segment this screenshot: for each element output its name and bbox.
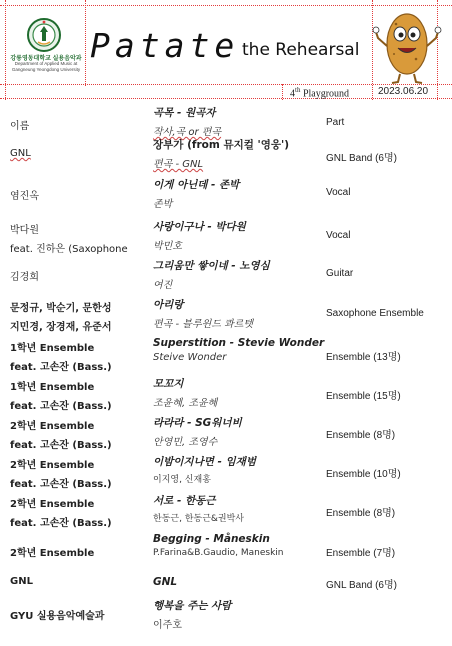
song-title: 사랑이구나 - 박다원 [153,221,246,233]
part-cell: Ensemble (8명) [326,430,396,441]
song-title: GNL [153,576,178,588]
performer-cell [10,544,94,559]
song-credit: 박민호 [153,241,182,252]
performer-feat: feat. 고손잔 (Bass.) [10,401,112,412]
performer-name: 김경희 [10,272,39,283]
performer-cell [10,339,112,373]
performer-name: 2학년 Ensemble [10,548,95,559]
song-credit: 존박 [153,199,173,210]
performer-cell [10,268,39,283]
performer-cell [10,187,39,202]
performer-cell [10,299,112,333]
header-bottom-dotted-line [0,98,452,99]
song-credit: P.Farina&B.Gaudio, Maneskin [153,548,284,558]
logo-department-line: Department of Applied Music at [14,61,78,66]
school-logo [10,18,80,74]
part-cell: Ensemble (8명) [326,508,396,519]
song-cell [153,598,231,631]
performer-cell [10,417,112,451]
performer-feat: feat. 진하은 (Saxophone [10,244,128,255]
song-cell [153,337,324,363]
song-cell [153,533,284,558]
song-credit-text: 작사,곡 or 편곡 [153,127,222,138]
venue-ordinal-suffix: th [295,86,301,94]
song-title: 아리랑 [153,299,184,311]
performer-cell [10,495,112,529]
logo-school-name: 강릉영동대학교 실용음악과 [10,56,82,62]
performer-name: 염진옥 [10,191,39,202]
song-credit: 안영민, 조영수 [153,437,218,448]
potato-mascot-icon [372,4,442,86]
program-date: 2023.06.20 [378,86,429,97]
performer-name: 박다원 [10,225,39,236]
part-cell: Ensemble (7명) [326,548,396,559]
venue-name: Playground [302,88,350,100]
song-cell [153,415,242,448]
performer-name: 1학년 Ensemble [10,343,95,354]
performer-cell [10,576,33,587]
song-title: 라라라 - SG워너비 [153,417,242,429]
song-credit: 편곡 - 블루윈드 콰르텟 [153,319,254,330]
song-title: 모꼬지 [153,378,184,390]
song-title: 이밤이지나면 - 임재범 [153,456,256,468]
school-emblem-icon [27,18,61,52]
performer-cell [10,117,29,132]
song-credit: 이주호 [153,620,182,631]
venue-ordinal: 4 [290,88,295,100]
part-cell: GNL Band (6명) [326,580,397,591]
song-cell [153,258,270,291]
performer-name: 이름 [10,121,30,132]
part-cell: Ensemble (10명) [326,469,401,480]
part-cell: Guitar [326,268,354,279]
header-venue-left-divider [282,84,283,100]
header-left-dotted-line [5,0,6,100]
performer-name: 2학년 Ensemble [10,499,95,510]
header-logo-divider [85,0,86,86]
song-cell [153,297,253,330]
part-cell: GNL Band (6명) [326,153,397,164]
performer-name: GYU 실용음악예술과 [10,611,105,622]
song-cell [153,219,246,252]
performer-cell [10,221,128,255]
performer-name: 문정규, 박순기, 문한성 [10,303,112,314]
song-credit [153,123,221,138]
song-credit: 조윤혜, 조윤혜 [153,398,218,409]
song-cell [153,576,177,588]
performer-name: 1학년 Ensemble [10,382,95,393]
venue-label [290,86,349,99]
performer-cell [10,607,104,622]
part-cell: Saxophone Ensemble [326,308,424,319]
program-subtitle: the Rehearsal [242,40,360,60]
song-title: Superstition - Stevie Wonder [153,337,325,349]
song-cell [153,493,244,524]
song-title: 행복을 주는 사람 [153,600,232,612]
song-credit [153,155,289,170]
song-title: 그리움만 쌓이네 - 노영심 [153,260,270,272]
song-title: 곡목 - 원곡자 [153,107,216,119]
song-credit-text: 편곡 - GNL [153,159,204,170]
performer-feat: feat. 고손잔 (Bass.) [10,518,112,529]
song-cell [153,105,221,138]
part-cell: Vocal [326,187,351,198]
performer-feat: feat. 고손잔 (Bass.) [10,440,112,451]
song-cell [153,177,239,210]
performer-name: GNL [10,576,33,587]
song-cell [153,137,289,170]
song-credit: Steive Wonder [153,352,227,363]
performer-name: 2학년 Ensemble [10,421,95,432]
song-title: 서로 - 한동근 [153,495,216,507]
performer-name: 2학년 Ensemble [10,460,95,471]
part-cell: Ensemble (13명) [326,352,401,363]
program-title: Patate [90,26,240,65]
song-cell [153,454,256,485]
performer-feat: feat. 고손잔 (Bass.) [10,362,112,373]
song-title: 장부가 (from 뮤지컬 '영웅') [153,139,290,151]
part-cell: Vocal [326,230,351,241]
performer-name: GNL [10,148,31,159]
part-cell: Part [326,117,345,128]
song-credit: 이지영, 신재홍 [153,475,211,485]
part-cell: Ensemble (15명) [326,391,401,402]
performer-name-line2: 지민경, 장경재, 유준서 [10,322,112,333]
performer-cell [10,456,112,490]
song-title: Begging - Måneskin [153,533,270,545]
logo-university-line: Gangneung Yeongdong University [11,67,81,72]
song-credit: 한동근, 한동근&권박사 [153,514,244,524]
song-cell [153,376,217,409]
performer-feat: feat. 고손잔 (Bass.) [10,479,112,490]
performer-cell [10,148,31,159]
performer-cell [10,378,112,412]
program-header [0,0,452,100]
song-title: 이게 아닌데 - 존박 [153,179,240,191]
song-credit: 여진 [153,280,173,291]
